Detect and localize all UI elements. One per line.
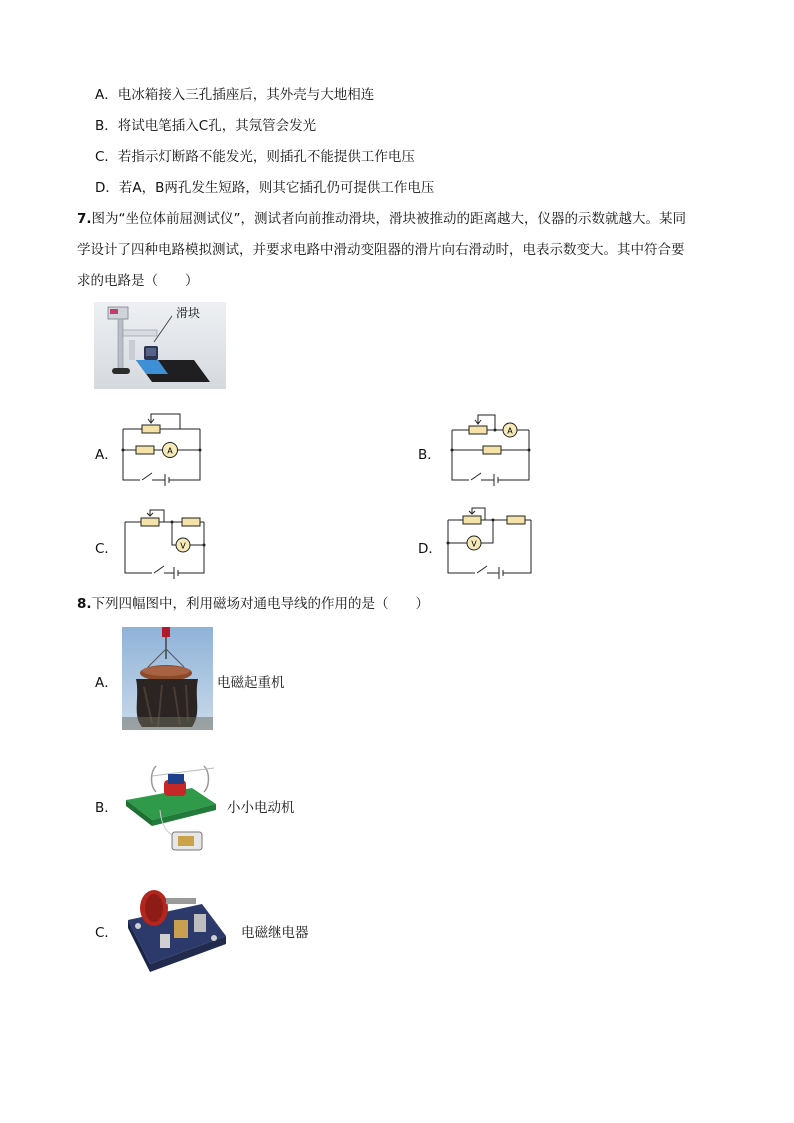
crane-photo [122, 627, 213, 730]
q7-option-b-label: B． [418, 447, 441, 463]
ammeter-symbol-b: A [507, 426, 513, 436]
q8-option-b-label: B． [95, 800, 118, 816]
q8-option-b-caption: 小小电动机 [227, 800, 295, 816]
motor-photo [122, 752, 220, 858]
q7-option-c-label: C． [95, 541, 118, 557]
q7-stem-line-2: 学设计了四种电路模拟测试，并要求电路中滑动变阻器的滑片向右滑动时，电表示数变大。其中符合要 [77, 242, 685, 258]
circuit-b [447, 410, 535, 486]
q6-option-c: C．若指示灯断路不能发光，则插孔不能提供工作电压 [95, 149, 415, 165]
slider-label: 滑块 [176, 306, 201, 320]
q8-stem: 8.下列四幅图中，利用磁场对通电导线的作用的是（ ） [77, 596, 430, 612]
voltmeter-symbol-c: V [180, 541, 186, 551]
q6-option-d: D．若A，B两孔发生短路，则其它插孔仍可提供工作电压 [95, 180, 435, 196]
q7-tester-photo [94, 302, 226, 389]
q8-option-a-caption: 电磁起重机 [217, 675, 285, 691]
voltmeter-symbol-d: V [471, 539, 477, 549]
q7-stem-line-1: 7.图为“坐位体前屈测试仪”，测试者向前推动滑块，滑块被推动的距离越大，仪器的示数就越大。某同 [77, 211, 687, 227]
relay-photo [124, 880, 229, 978]
q6-option-a: A．电冰箱接入三孔插座后，其外壳与大地相连 [95, 87, 375, 103]
q7-number: 7. [77, 211, 92, 227]
q8-option-a-label: A． [95, 675, 118, 691]
q7-option-d-label: D． [418, 541, 442, 557]
ammeter-symbol-a: A [167, 446, 173, 456]
circuit-d [445, 503, 535, 581]
q7-stem-line-3: 求的电路是（ ） [77, 273, 199, 289]
q8-option-c-label: C． [95, 925, 118, 941]
q7-option-a-label: A． [95, 447, 118, 463]
circuit-a [118, 410, 206, 486]
q6-option-b: B．将试电笔插入C孔，其氖管会发光 [95, 118, 317, 134]
circuit-c [122, 505, 210, 581]
q8-number: 8. [77, 596, 92, 612]
q8-option-c-caption: 电磁继电器 [241, 925, 309, 941]
